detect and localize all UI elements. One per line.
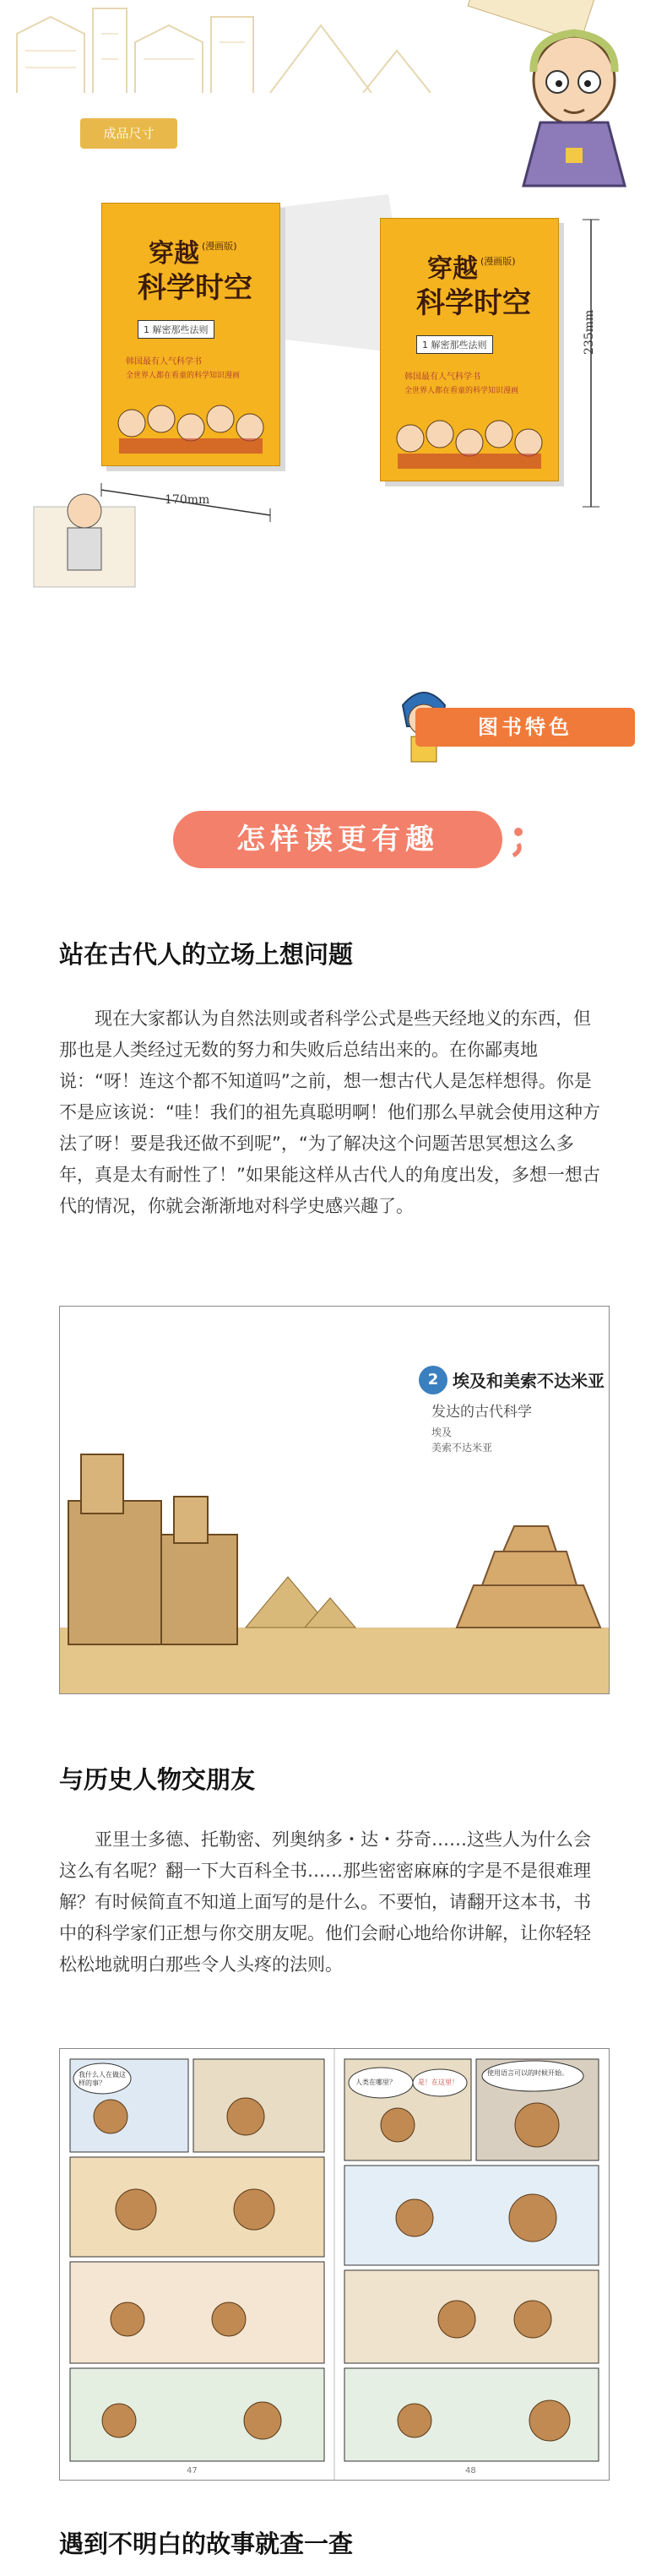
- chapter-number-badge: 2: [419, 1366, 447, 1394]
- height-dimension-line: [574, 211, 608, 515]
- book-tagline2: 全世界人都在看童的科学知识漫画: [404, 387, 519, 395]
- chapter-caption-2: 美索不达米亚: [431, 1442, 493, 1454]
- cover-characters-icon: [111, 389, 271, 457]
- comic-panels: [60, 2049, 609, 2480]
- speech-bubble-3: 是！在这里！: [418, 2079, 458, 2086]
- chapter-subtitle: 发达的古代科学: [431, 1404, 532, 1421]
- book-tagline2: 全世界人都在看童的科学知识漫画: [126, 372, 241, 380]
- book-volume: 1 解密那些法则: [416, 335, 493, 354]
- semicolon-decor-icon: [507, 823, 532, 857]
- comic-page-left-number: 47: [187, 2466, 198, 2475]
- book-title-sub: (漫画版): [202, 241, 237, 252]
- section3-title: 遇到不明白的故事就查一查: [59, 2530, 354, 2558]
- book-title-line2: 科学时空: [138, 271, 252, 305]
- width-label: 170mm: [165, 493, 210, 507]
- chapter-caption-1: 埃及: [431, 1427, 453, 1438]
- book-title-line1: 穿越: [149, 239, 199, 269]
- how-to-read-banner: 怎样读更有趣: [173, 811, 502, 868]
- size-badge: 成品尺寸: [80, 118, 177, 149]
- book-volume: 1 解密那些法则: [138, 320, 214, 339]
- comic-page-right-number: 48: [465, 2466, 476, 2475]
- egypt-illustration: [59, 1306, 610, 1694]
- book-title-line1: 穿越: [427, 254, 478, 284]
- egypt-scene: [60, 1307, 609, 1693]
- book-tagline1: 韩国最有人气科学书: [126, 357, 202, 367]
- book-tagline1: 韩国最有人气科学书: [404, 372, 480, 382]
- cartoon-scientist-icon: [498, 21, 650, 190]
- speech-bubble-4: 使用语言可以的时候开始。: [487, 2069, 568, 2077]
- height-label: 235mm: [583, 309, 596, 355]
- book-cover-front: [101, 203, 280, 466]
- book-title-line2: 科学时空: [416, 286, 531, 320]
- book-title-sub: (漫画版): [480, 256, 516, 267]
- cover-characters-icon: [389, 405, 550, 472]
- chapter-title: 埃及和美索不达米亚: [453, 1371, 605, 1391]
- book-cover-back: [380, 218, 559, 481]
- speech-bubble-2: 人类在哪里？: [355, 2079, 396, 2086]
- section1-title: 站在古代人的立场上想问题: [59, 940, 354, 969]
- comic-spread: [59, 2048, 610, 2481]
- section1-body: 现在大家都认为自然法则或者科学公式是些天经地义的东西，但那也是人类经过无数的努力和失败后总结出来的。在你鄙夷地说：“呀！连这个都不知道吗”之前，想一想古代人是怎样想得。你是不是应该说：“哇！我们的祖先真聪明啊！他们那么早就会使用这种方法了呀！要是我还做不到呢”，“为了解决这个问题苦思冥想这么多年，真是太有耐性了！”如果能这样从古代人的角度出发，多想一想古代的情况，你就会渐渐地对科学史感兴趣了。: [59, 1008, 600, 1216]
- speech-bubble-1: 我什么人在做这样的事？: [79, 2071, 126, 2087]
- statue-figure-icon: [30, 473, 139, 591]
- section2-title: 与历史人物交朋友: [59, 1765, 256, 1794]
- features-tag: 图书特色: [415, 708, 635, 747]
- section2-body: 亚里士多德、托勒密、列奥纳多・达・芬奇……这些人为什么会这么有名呢？翻一下大百科全书……那些密密麻麻的字是不是很难理解？有时候简直不知道上面写的是什么。不要怕，请翻开这本书，书中的科学家们正想与你交朋友呢。他们会耐心地给你讲解，让你轻轻松松地就明白那些令人头疼的法则。: [59, 1829, 591, 1975]
